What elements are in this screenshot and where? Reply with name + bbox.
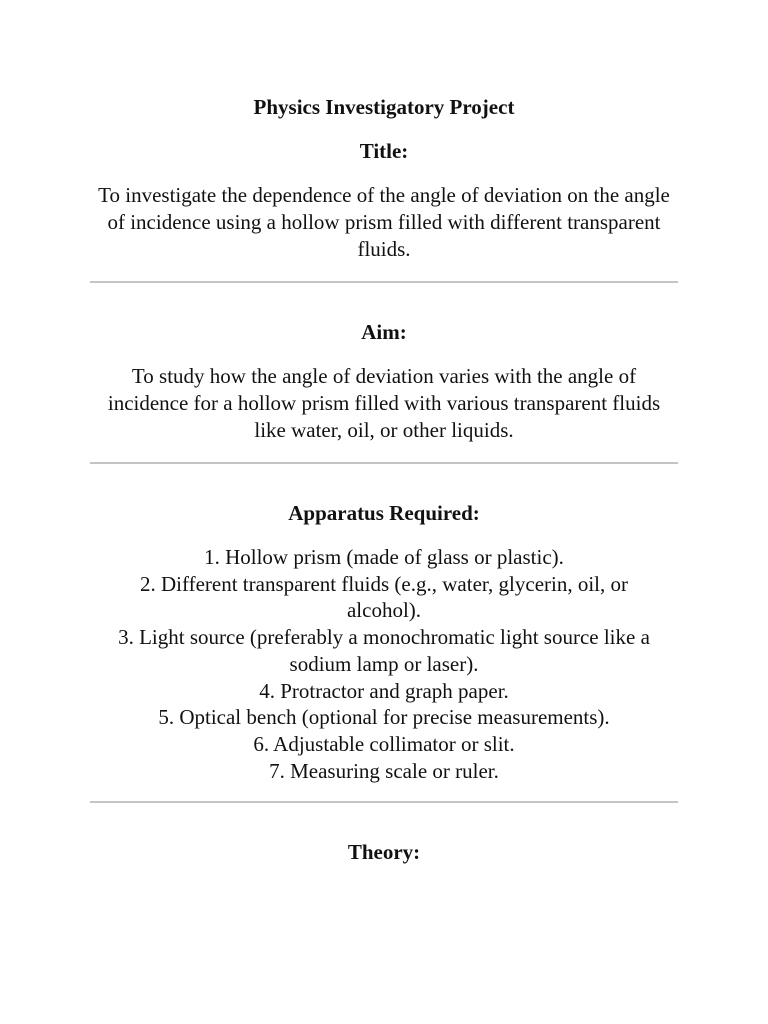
section-divider [90,801,678,803]
apparatus-list-item: 6. Adjustable collimator or slit. [253,731,515,756]
section-divider [90,281,678,283]
apparatus-list-item: 4. Protractor and graph paper. [259,678,509,703]
apparatus-list-item: 7. Measuring scale or ruler. [269,758,499,783]
document-title: Physics Investigatory Project [253,95,515,119]
apparatus-list [90,544,678,784]
apparatus-list-item: 5. Optical bench (optional for precise measurements). [158,705,610,730]
apparatus-list-item: 3. Light source (preferably a monochromatic light source like a sodium lamp or laser). [118,625,650,676]
title-section-text: To investigate the dependence of the angle of deviation on the angle of incidence using a hollow prism filled with different transparent fluids. [98,183,670,261]
apparatus-section-heading: Apparatus Required: [288,501,480,525]
section-divider [90,462,678,464]
aim-section-text: To study how the angle of deviation varies with the angle of incidence for a hollow prism filled with various transparent fluids like water, oil, or other liquids. [107,364,661,442]
title-section-heading: Title: [359,139,409,163]
apparatus-list-item: 1. Hollow prism (made of glass or plastic). [204,545,564,569]
apparatus-list-item: 2. Different transparent fluids (e.g., water, glycerin, oil, or alcohol). [139,571,629,623]
aim-section-heading: Aim: [361,320,407,344]
theory-section-heading: Theory: [347,840,421,865]
